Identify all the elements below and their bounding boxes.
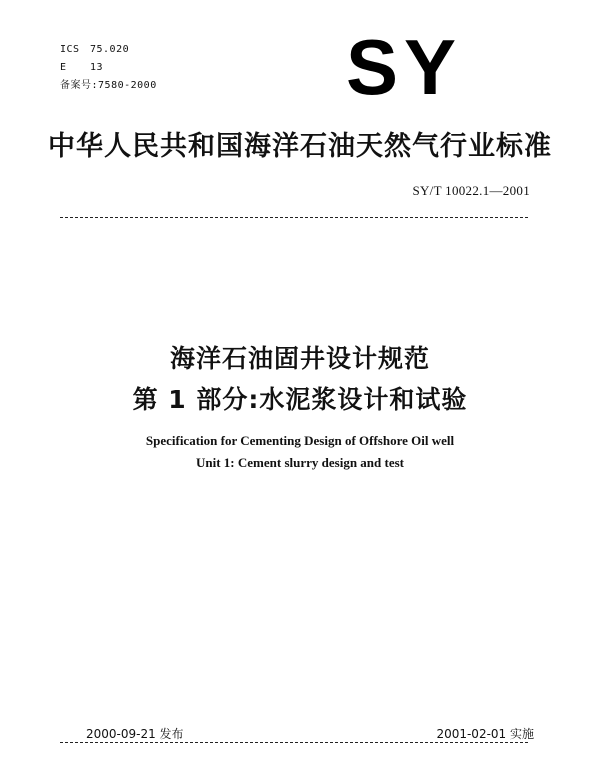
document-title-cn-line2: 第 1 部分:水泥浆设计和试验: [132, 385, 468, 414]
record-label: 备案号:: [60, 80, 99, 91]
effective-date: 2001-02-01 实施: [436, 727, 534, 741]
class-value: 13: [90, 62, 104, 73]
ics-value: 75.020: [90, 44, 130, 55]
class-row: [60, 58, 157, 76]
record-value: 7580-2000: [98, 80, 157, 91]
standard-code: SY/T 10022.1—2001: [412, 183, 530, 198]
record-row: [60, 76, 157, 94]
standard-title: 中华人民共和国海洋石油天然气行业标准: [48, 131, 552, 162]
document-title-en-line2: Unit 1: Cement slurry design and test: [196, 455, 404, 470]
top-divider: [60, 217, 528, 218]
document-title-cn-line1: 海洋石油固井设计规范: [169, 344, 430, 373]
issue-date: 2000-09-21 发布: [86, 727, 184, 741]
sy-logo: SY: [345, 23, 462, 111]
document-title-en-line1: Specification for Cementing Design of Offshore Oil well: [145, 433, 455, 448]
class-label: E: [60, 62, 67, 73]
ics-row: [60, 40, 157, 58]
classification-block: [60, 40, 157, 94]
bottom-divider: [60, 742, 528, 743]
ics-label: ICS: [60, 44, 80, 55]
